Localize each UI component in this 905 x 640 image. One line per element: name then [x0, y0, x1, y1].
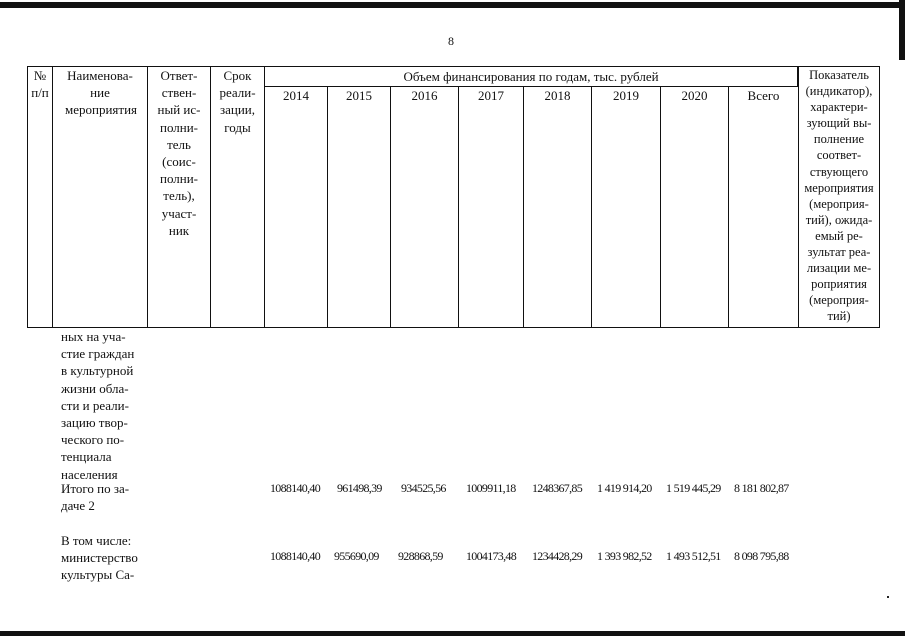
total-value-sum: 8 181 802,87 — [734, 481, 789, 495]
header-col-indicator: Показатель (индикатор), характери- зующий вы- полнение соответ- ствующего мероприятия (мероприя- тий), ожида- емый ре- зультат реа- лизации ме- роприятия (мероприя- тий) — [798, 66, 880, 328]
header-year-2016: 2016 — [390, 86, 459, 328]
ministry-value-2014: 1088140,40 — [270, 549, 321, 563]
header-col-term: Срок реали- зации, годы — [210, 66, 265, 328]
ministry-value-2015: 955690,09 — [334, 549, 379, 563]
top-scan-border — [0, 2, 905, 8]
ministry-value-2020: 1 493 512,51 — [666, 549, 721, 563]
header-year-2020: 2020 — [660, 86, 729, 328]
ministry-value-2018: 1234428,29 — [532, 549, 583, 563]
scan-speck — [887, 596, 889, 598]
total-value-2017: 1009911,18 — [466, 481, 516, 495]
total-value-2019: 1 419 914,20 — [597, 481, 652, 495]
ministry-value-sum: 8 098 795,88 — [734, 549, 789, 563]
ministry-value-2016: 928868,59 — [398, 549, 443, 563]
header-col-number: № п/п — [27, 66, 53, 328]
ministry-value-2019: 1 393 982,52 — [597, 549, 652, 563]
total-value-2020: 1 519 445,29 — [666, 481, 721, 495]
header-col-name: Наименова- ние мероприятия — [52, 66, 148, 328]
header-year-2014: 2014 — [264, 86, 328, 328]
activity-name-continued: ных на уча- стие граждан в культурной жизни обла- сти и реали- зацию твор- ческого по- тенциала населения — [61, 329, 135, 482]
total-value-2014: 1088140,40 — [270, 481, 321, 495]
page-number: 8 — [448, 34, 454, 48]
right-scan-border — [899, 0, 905, 60]
total-task2-label: Итого по за- даче 2 — [61, 481, 130, 514]
total-value-2018: 1248367,85 — [532, 481, 583, 495]
header-year-total: Всего — [728, 86, 799, 328]
header-funding-title: Объем финансирования по годам, тыс. рублей — [264, 66, 798, 87]
header-year-2015: 2015 — [327, 86, 391, 328]
ministry-value-2017: 1004173,48 — [466, 549, 517, 563]
total-value-2016: 934525,56 — [401, 481, 446, 495]
header-year-2017: 2017 — [458, 86, 524, 328]
header-year-2018: 2018 — [523, 86, 592, 328]
including-label: В том числе: министерство культуры Са- — [61, 533, 138, 583]
header-col-executor: Ответ- ствен- ный ис- полни- тель (соис- полни- тель), участ- ник — [147, 66, 211, 328]
header-year-2019: 2019 — [591, 86, 661, 328]
total-value-2015: 961498,39 — [337, 481, 382, 495]
bottom-scan-border — [0, 631, 905, 636]
